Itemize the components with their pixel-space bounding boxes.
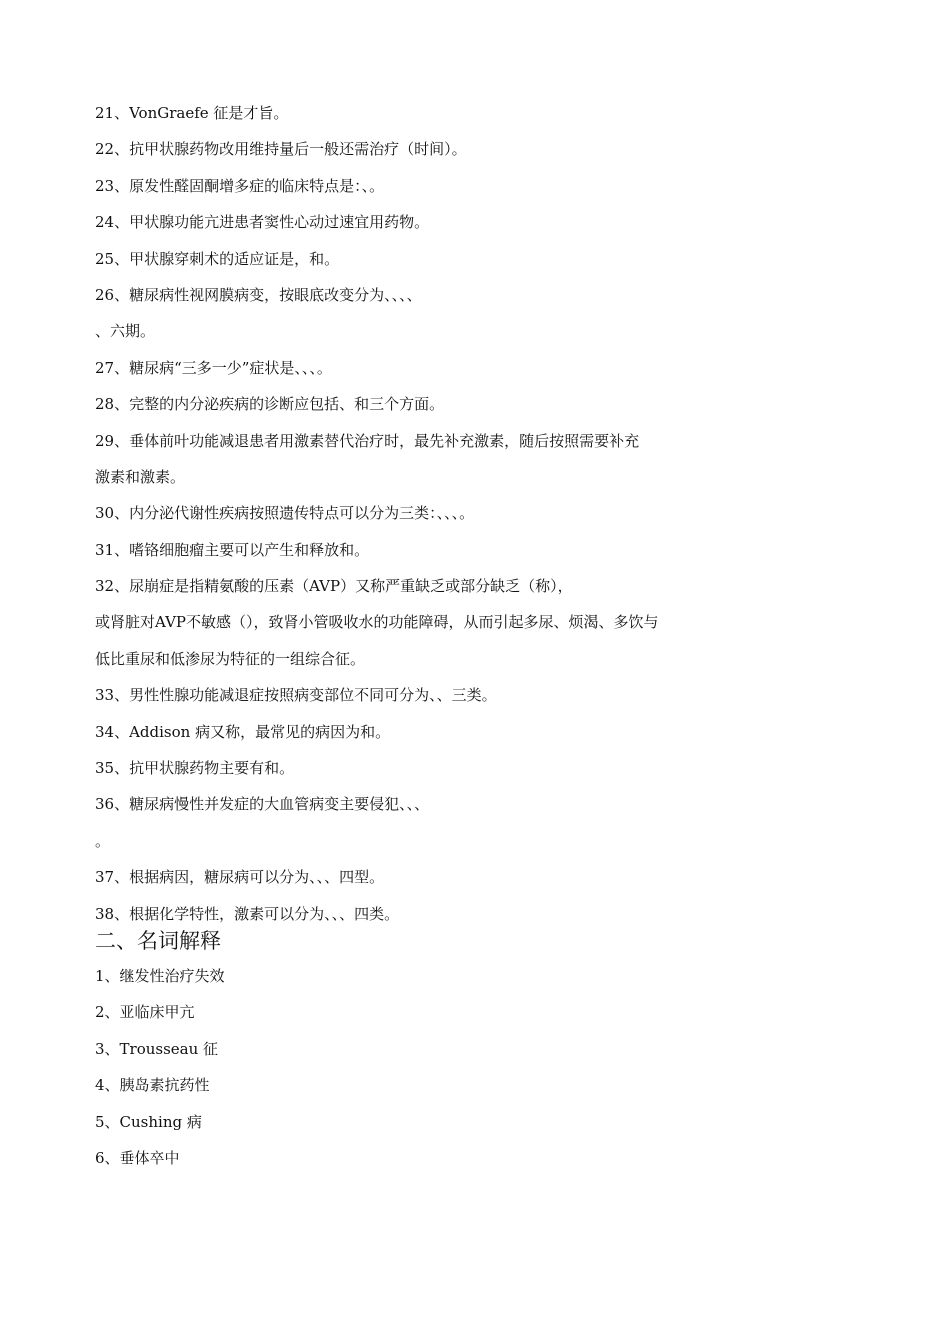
question-line-33: 33、男性性腺功能减退症按照病变部位不同可分为、、三类。 xyxy=(95,686,497,705)
term-item-2: 2、亚临床甲亢 xyxy=(95,1003,195,1022)
question-line-28: 28、完整的内分泌疾病的诊断应包括、和三个方面。 xyxy=(95,395,445,414)
question-line-30: 30、内分泌代谢性疾病按照遗传特点可以分为三类：、、、。 xyxy=(95,504,475,523)
term-item-1: 1、继发性治疗失效 xyxy=(95,966,225,985)
question-line-29: 29、垂体前叶功能减退患者用激素替代治疗时，最先补充激素，随后按照需要补充 xyxy=(95,431,640,450)
question-line-34: 34、Addison 病又称，最常见的病因为和。 xyxy=(95,722,391,741)
question-line-29-cont: 激素和激素。 xyxy=(95,467,186,486)
question-line-32-cont-2: 低比重尿和低渗尿为特征的一组综合征。 xyxy=(95,649,366,668)
question-line-35: 35、抗甲状腺药物主要有和。 xyxy=(95,759,295,778)
term-item-3: 3、Trousseau 征 xyxy=(95,1039,219,1058)
question-line-36: 36、糖尿病慢性并发症的大血管病变主要侵犯、、、 xyxy=(95,795,430,814)
question-line-27: 27、糖尿病“三多一少”症状是、、、。 xyxy=(95,358,332,377)
fill-in-section xyxy=(95,103,875,924)
document-page xyxy=(95,103,875,1184)
question-line-24: 24、甲状腺功能亢进患者窦性心动过速宜用药物。 xyxy=(95,213,430,232)
question-line-23: 23、原发性醛固酮增多症的临床特点是：、。 xyxy=(95,176,385,195)
section-heading: 二、名词解释 xyxy=(95,928,221,953)
term-item-5: 5、Cushing 病 xyxy=(95,1112,202,1131)
question-line-37: 37、根据病因，糖尿病可以分为、、、四型。 xyxy=(95,868,385,887)
question-line-32: 32、尿崩症是指精氨酸的压素（AVP）又称严重缺乏或部分缺乏（称）， xyxy=(95,577,573,596)
question-line-38: 38、根据化学特性，激素可以分为、、、四类。 xyxy=(95,904,400,923)
question-line-36-cont: 。 xyxy=(95,831,111,850)
question-line-31: 31、嗜铬细胞瘤主要可以产生和释放和。 xyxy=(95,540,370,559)
question-line-32-cont-1: 或肾脏对AVP不敏感（），致肾小管吸收水的功能障碍，从而引起多尿、烦渴、多饮与 xyxy=(95,613,659,632)
question-line-25: 25、甲状腺穿刺术的适应证是，和。 xyxy=(95,249,340,268)
question-line-26-cont: 、六期。 xyxy=(95,322,156,341)
question-line-22: 22、抗甲状腺药物改用维持量后一般还需治疗（时间）。 xyxy=(95,140,467,159)
terms-section xyxy=(95,966,875,1168)
question-line-21: 21、VonGraefe 征是才旨。 xyxy=(95,104,289,122)
term-item-4: 4、胰岛素抗药性 xyxy=(95,1076,210,1095)
question-line-26: 26、糖尿病性视网膜病变，按眼底改变分为、、、、 xyxy=(95,285,422,304)
term-item-6: 6、垂体卒中 xyxy=(95,1148,180,1167)
